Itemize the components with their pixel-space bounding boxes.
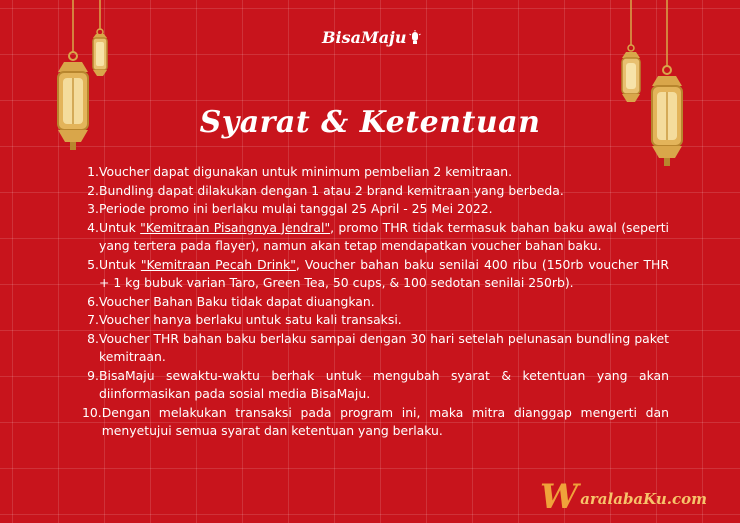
item-body: , promo THR tidak termasuk bahan baku awal (seperti yang tertera pada flayer), namun akan tetap mendapatkan voucher bahan baku. xyxy=(99,219,669,253)
terms-list xyxy=(82,163,669,441)
item-link-pisangnya-jendral[interactable]: "Kemitraan Pisangnya Jendral" xyxy=(140,219,331,235)
item-text: Bundling dapat dilakukan dengan 1 atau 2 brand kemitraan yang berbeda. xyxy=(99,182,564,198)
item-text: Voucher hanya berlaku untuk satu kali transaksi. xyxy=(99,312,402,327)
list-item xyxy=(82,293,669,312)
item-text: Voucher dapat digunakan untuk minimum pembelian 2 kemitraan. xyxy=(99,164,513,179)
watermark-text: aralabaKu.com xyxy=(580,490,707,508)
watermark-logo xyxy=(540,477,707,517)
item-number: 10. xyxy=(82,404,102,420)
item-body: , Voucher bahan baku senilai 400 ribu (150rb voucher THR + 1 kg bubuk varian Taro, Green Tea, 50 cups, & 100 sedotan senilai 250rb). xyxy=(99,256,669,290)
item-text: Voucher Bahan Baku tidak dapat diuangkan. xyxy=(99,293,375,309)
item-link-pecah-drink[interactable]: "Kemitraan Pecah Drink" xyxy=(140,256,296,272)
item-number: 6. xyxy=(87,293,99,309)
item-number: 2. xyxy=(87,182,99,198)
item-number: 8. xyxy=(87,330,99,346)
list-item xyxy=(82,367,669,404)
list-item xyxy=(82,200,669,219)
item-prefix: Untuk xyxy=(99,256,141,272)
list-item xyxy=(82,182,669,201)
item-number: 5. xyxy=(87,256,99,272)
list-item xyxy=(82,219,669,256)
item-number: 3. xyxy=(87,201,99,216)
list-item xyxy=(82,163,669,182)
brand-logo-text: BisaMaju xyxy=(322,28,407,47)
list-item xyxy=(82,256,669,293)
list-item xyxy=(82,311,669,330)
item-text: BisaMaju sewaktu-waktu berhak untuk mengubah syarat & ketentuan yang akan diinformasikan pada sosial media BisaMaju. xyxy=(99,367,669,401)
item-text: Dengan melakukan transaksi pada program ini, maka mitra dianggap mengerti dan menyetujui semua syarat dan ketentuan yang berlaku. xyxy=(101,404,669,438)
item-number: 4. xyxy=(87,219,99,235)
item-number: 1. xyxy=(87,164,99,179)
brand-logo-icon xyxy=(409,30,421,46)
item-text: Periode promo ini berlaku mulai tanggal 25 April - 25 Mei 2022. xyxy=(99,201,493,216)
item-number: 7. xyxy=(87,312,99,327)
watermark-initial: W xyxy=(540,477,579,517)
item-text: Voucher THR bahan baku berlaku sampai dengan 30 hari setelah pelunasan bundling paket kemitraan. xyxy=(99,330,669,364)
item-text xyxy=(99,219,669,256)
lantern-icon xyxy=(642,0,692,175)
item-prefix: Untuk xyxy=(99,219,141,235)
item-number: 9. xyxy=(87,367,99,383)
item-text xyxy=(99,256,669,293)
list-item xyxy=(82,404,669,441)
brand-logo xyxy=(322,28,421,47)
list-item xyxy=(82,330,669,367)
page-title: Syarat & Ketentuan xyxy=(199,105,541,140)
